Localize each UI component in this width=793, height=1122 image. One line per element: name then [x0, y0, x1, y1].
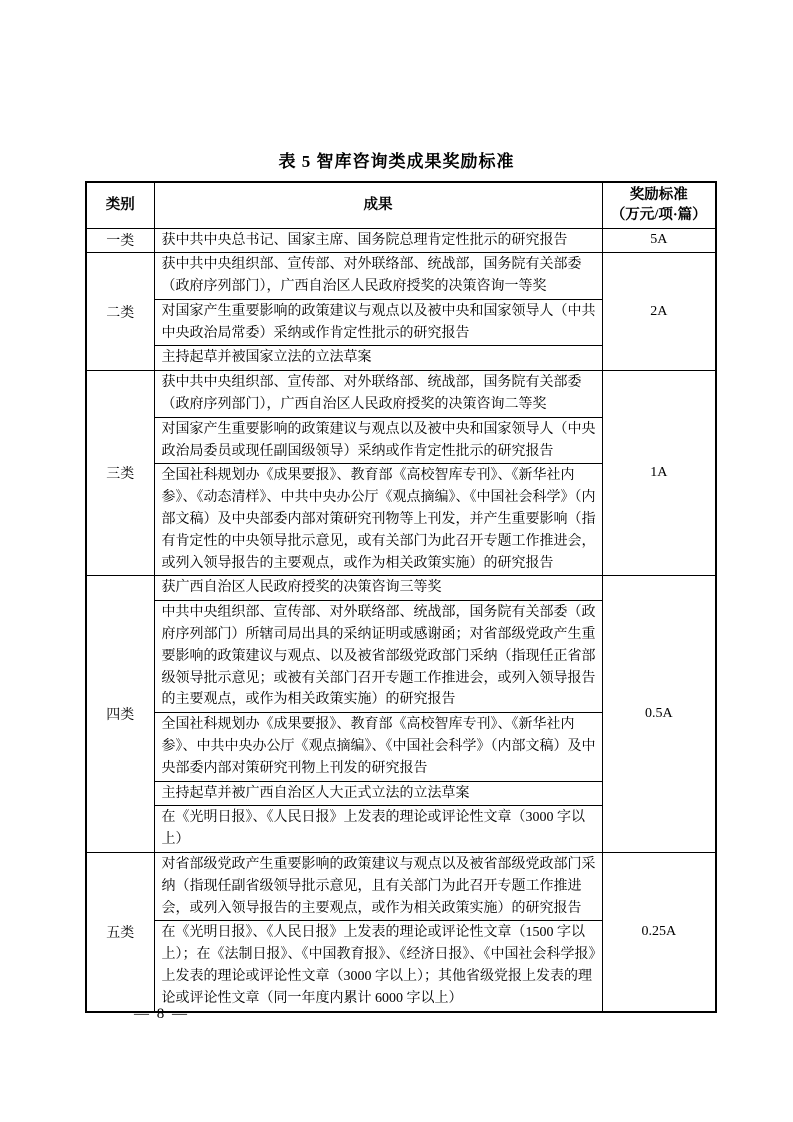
header-reward: [602, 182, 716, 228]
achievement-cell: 在《光明日报》、《人民日报》上发表的理论或评论性文章（1500 字以上）；在《法制日报》、《中国教育报》、《经济日报》、《中国社会科学报》上发表的理论或评论性文章（3000 字以上）；其他省级党报上发表的理论或评论性文章（同一年度内累计 6000 字以上）: [154, 921, 602, 1012]
category-cell: 一类: [86, 228, 154, 253]
reward-cell: 0.25A: [602, 853, 716, 1012]
achievement-cell: 对国家产生重要影响的政策建议与观点以及被中央和国家领导人（中央政治局委员或现任副国级领导）采纳或作肯定性批示的研究报告: [154, 417, 602, 464]
table-row: [86, 371, 716, 418]
achievement-cell: 主持起草并被国家立法的立法草案: [154, 346, 602, 371]
achievement-cell: 获中共中央组织部、宣传部、对外联络部、统战部，国务院有关部委（政府序列部门），广西自治区人民政府授奖的决策咨询一等奖: [154, 253, 602, 300]
table-header: [86, 182, 716, 228]
reward-cell: 2A: [602, 253, 716, 371]
achievement-cell: 获中共中央总书记、国家主席、国务院总理肯定性批示的研究报告: [154, 228, 602, 253]
table-row: [86, 228, 716, 253]
achievement-cell: 在《光明日报》、《人民日报》上发表的理论或评论性文章（3000 字以上）: [154, 806, 602, 853]
achievement-cell: 全国社科规划办《成果要报》、教育部《高校智库专刊》、《新华社内参》、中共中央办公厅《观点摘编》、《中国社会科学》（内部文稿）及中央部委内部对策研究刊物上刊发的研究报告: [154, 713, 602, 781]
header-row: [86, 182, 716, 228]
achievement-cell: 中共中央组织部、宣传部、对外联络部、统战部，国务院有关部委（政府序列部门）所辖司局出具的采纳证明或感谢函；对省部级党政产生重要影响的政策建议与观点、以及被省部级党政部门采纳（指现任正省部级领导批示意见；或被有关部门召开专题工作推进会，或列入领导报告的主要观点，或作为相关政策实施）的研究报告: [154, 601, 602, 713]
category-cell: 二类: [86, 253, 154, 371]
table-row: [86, 576, 716, 601]
table-row: [86, 853, 716, 921]
table-title: 表 5 智库咨询类成果奖励标准: [278, 152, 515, 171]
category-cell: 三类: [86, 371, 154, 576]
achievement-cell: 对省部级党政产生重要影响的政策建议与观点以及被省部级党政部门采纳（指现任副省级领导批示意见，且有关部门为此召开专题工作推进会，或列入领导报告的主要观点，或作为相关政策实施）的研究报告: [154, 853, 602, 921]
reward-standards-table: [85, 181, 717, 1013]
header-achievement: 成果: [154, 182, 602, 228]
achievement-cell: 获广西自治区人民政府授奖的决策咨询三等奖: [154, 576, 602, 601]
table-row: [86, 253, 716, 300]
achievement-cell: 获中共中央组织部、宣传部、对外联络部、统战部，国务院有关部委（政府序列部门），广西自治区人民政府授奖的决策咨询二等奖: [154, 371, 602, 418]
page-number: — 8 —: [134, 1006, 189, 1022]
header-reward-line1: 奖励标准: [629, 187, 688, 204]
achievement-cell: 对国家产生重要影响的政策建议与观点以及被中央和国家领导人（中共中央政治局常委）采纳或作肯定性批示的研究报告: [154, 299, 602, 346]
header-reward-line2: （万元/项·篇）: [610, 207, 707, 224]
category-cell: 四类: [86, 576, 154, 853]
reward-cell: 0.5A: [602, 576, 716, 853]
reward-table-body: [86, 228, 716, 1012]
reward-cell: 5A: [602, 228, 716, 253]
achievement-cell: 主持起草并被广西自治区人大正式立法的立法草案: [154, 781, 602, 806]
achievement-cell: 全国社科规划办《成果要报》、教育部《高校智库专刊》、《新华社内参》、《动态清样》、中共中央办公厅《观点摘编》、《中国社会科学》（内部文稿）及中央部委内部对策研究刊物等上刊发，并产生重要影响（指有肯定性的中央领导批示意见，或有关部门为此召开专题工作推进会，或列入领导报告的主要观点，或作为相关政策实施）的研究报告: [154, 464, 602, 576]
reward-cell: 1A: [602, 371, 716, 576]
category-cell: 五类: [86, 853, 154, 1012]
header-category: 类别: [86, 182, 154, 228]
